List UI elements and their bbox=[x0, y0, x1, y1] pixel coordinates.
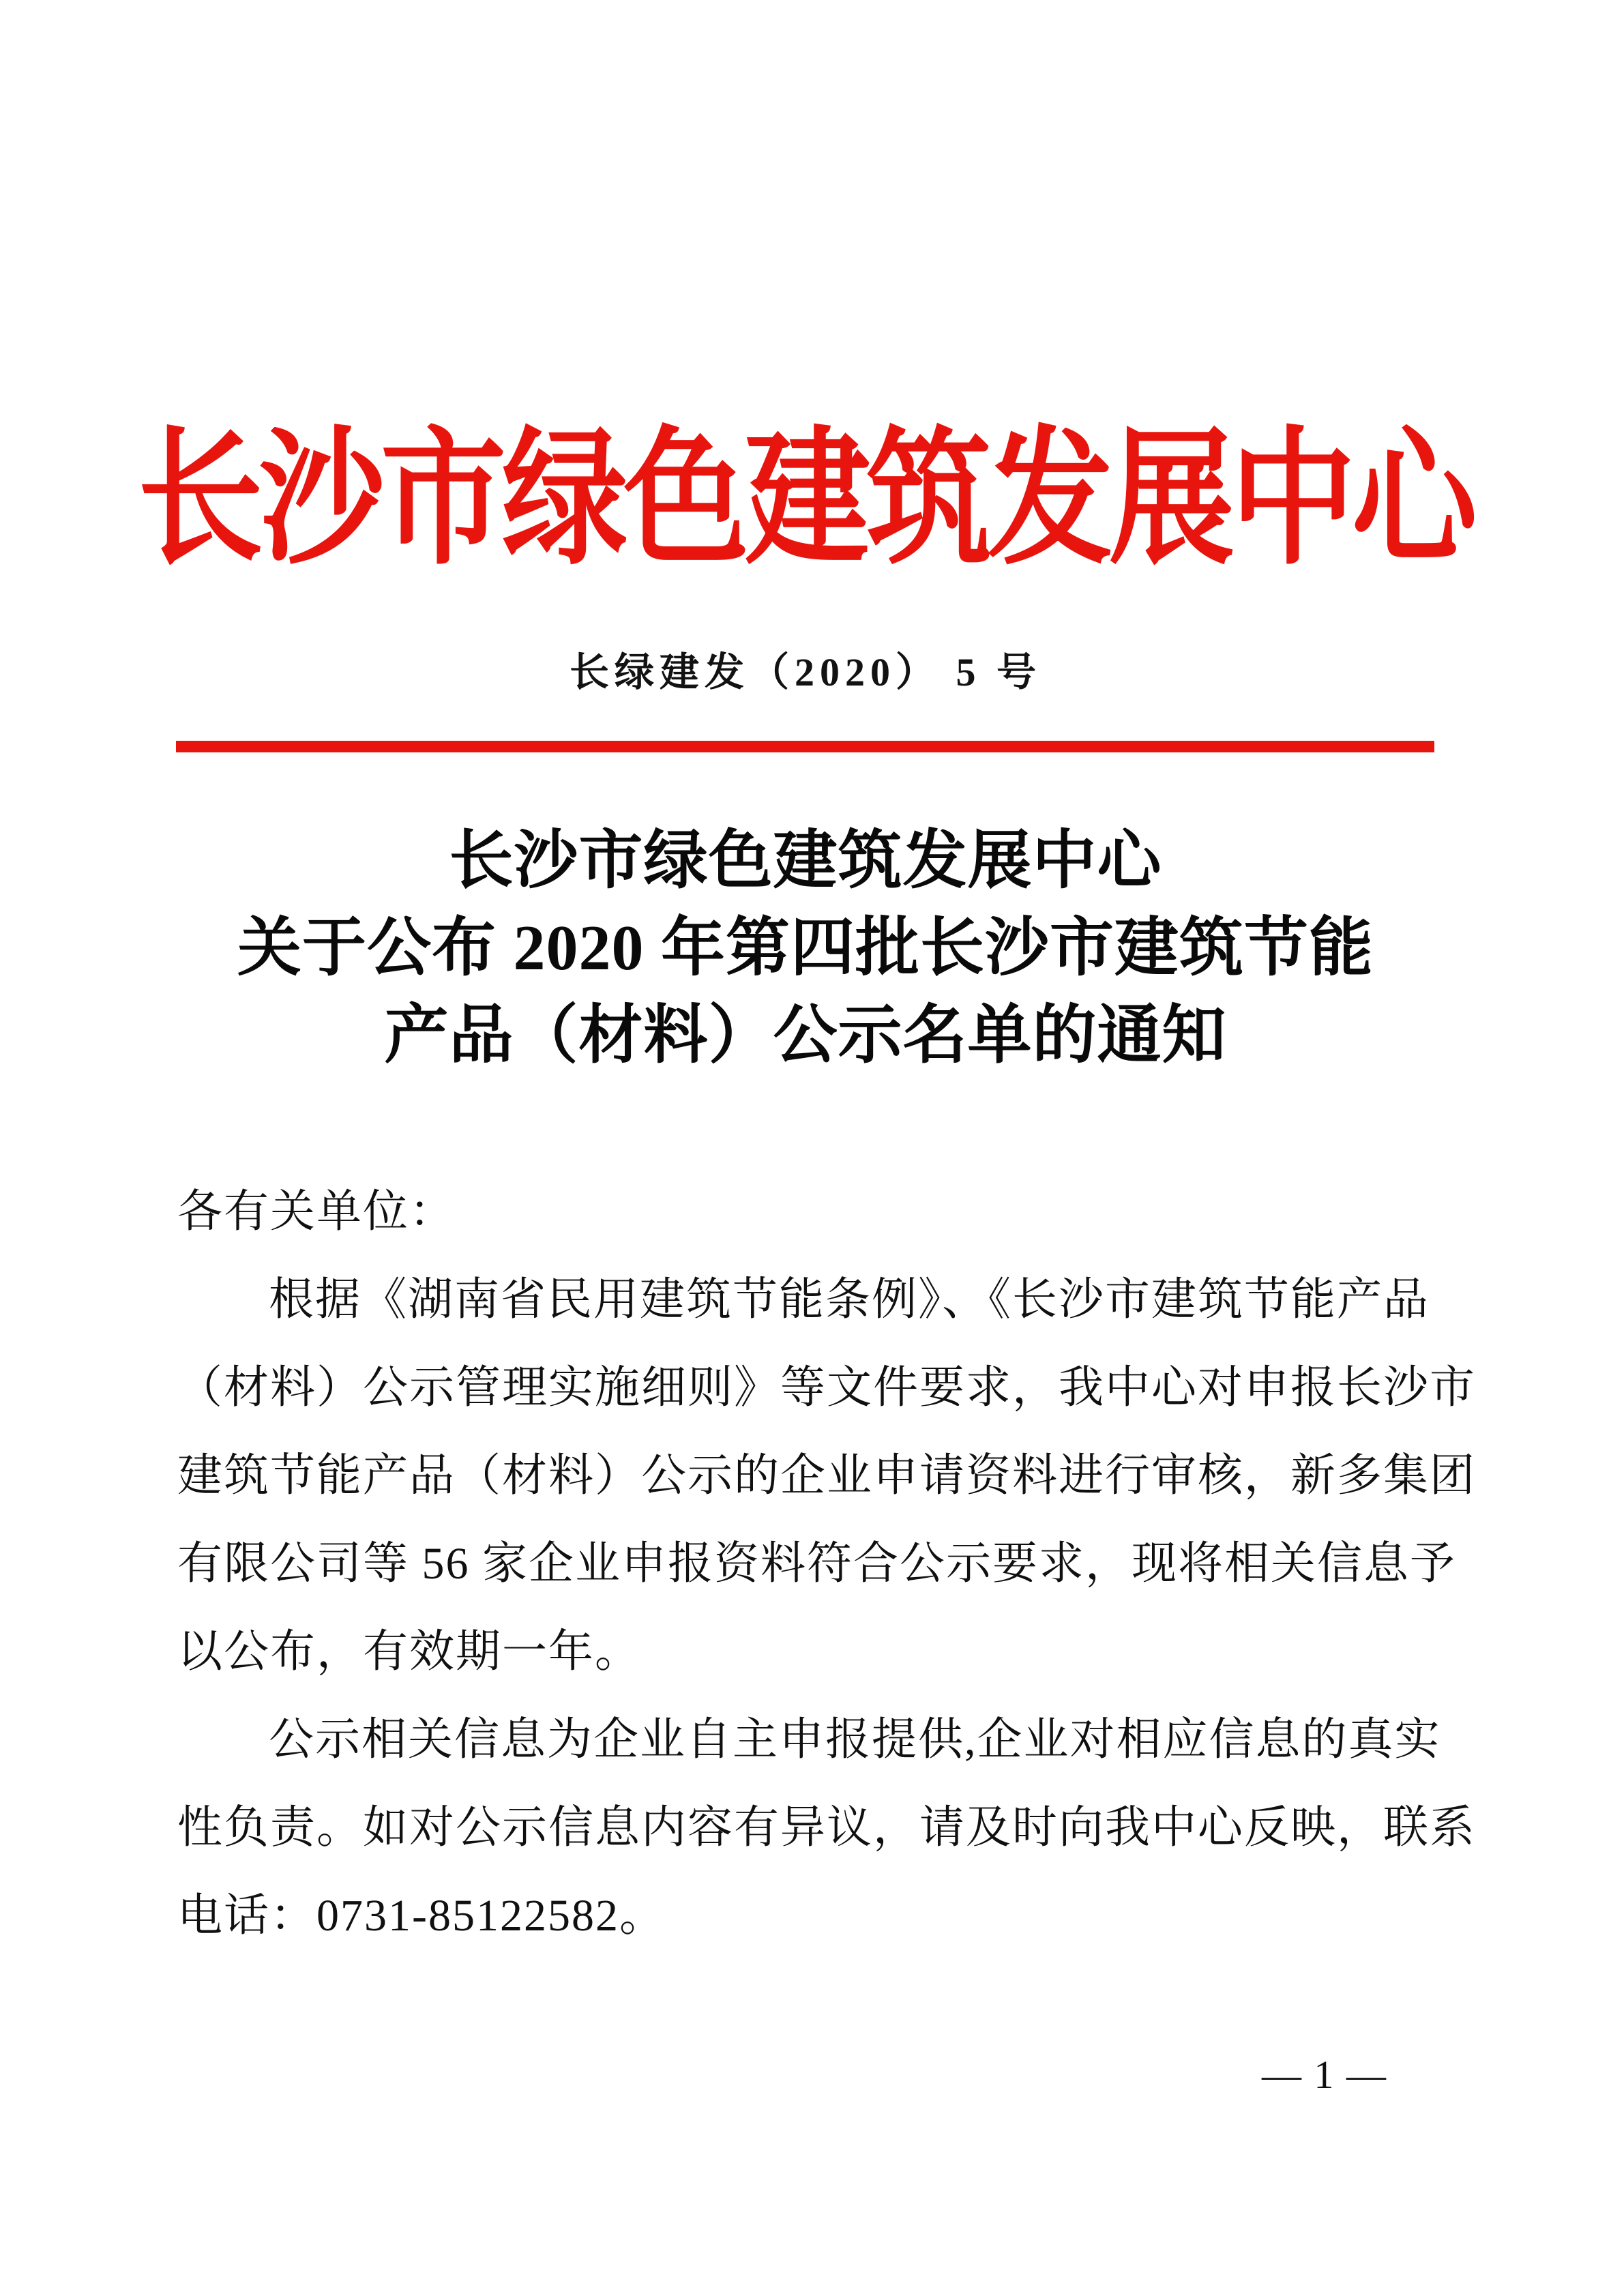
paragraph1-line-2: （材料）公示管理实施细则》等文件要求，我中心对申报长沙市 bbox=[177, 1363, 1476, 1413]
doc-reference-number: 长绿建发（2020） 5 号 bbox=[569, 650, 1041, 694]
page-number: — 1 — bbox=[1262, 2052, 1387, 2097]
document-title bbox=[0, 817, 1611, 1079]
document-body bbox=[177, 1168, 1476, 1960]
letterhead-org-name: 长沙市绿色建筑发展中心 bbox=[137, 417, 1473, 583]
paragraph1-line-5: 以公布，有效期一年。 bbox=[177, 1627, 641, 1677]
paragraph2-line-3: 电话：0731-85122582。 bbox=[177, 1891, 666, 1941]
paragraph2-line-2: 性负责。如对公示信息内容有异议，请及时向我中心反映，联系 bbox=[177, 1803, 1476, 1853]
document-title-line-2: 关于公布 2020 年第四批长沙市建筑节能 bbox=[237, 913, 1374, 984]
paragraph1-line-4: 有限公司等 56 家企业申报资料符合公示要求，现将相关信息予 bbox=[177, 1539, 1456, 1589]
paragraph2-line-1: 公示相关信息为企业自主申报提供,企业对相应信息的真实 bbox=[269, 1715, 1441, 1765]
document-title-line-1: 长沙市绿色建筑发展中心 bbox=[449, 825, 1162, 896]
paragraph1-line-1: 根据《湖南省民用建筑节能条例》、《长沙市建筑节能产品 bbox=[269, 1275, 1430, 1325]
salutation-line: 各有关单位： bbox=[177, 1187, 456, 1237]
paragraph1-line-3: 建筑节能产品（材料）公示的企业申请资料进行审核，新多集团 bbox=[177, 1451, 1476, 1501]
red-divider-rule bbox=[176, 741, 1434, 752]
document-title-line-3: 产品（材料）公示名单的通知 bbox=[384, 1000, 1227, 1071]
